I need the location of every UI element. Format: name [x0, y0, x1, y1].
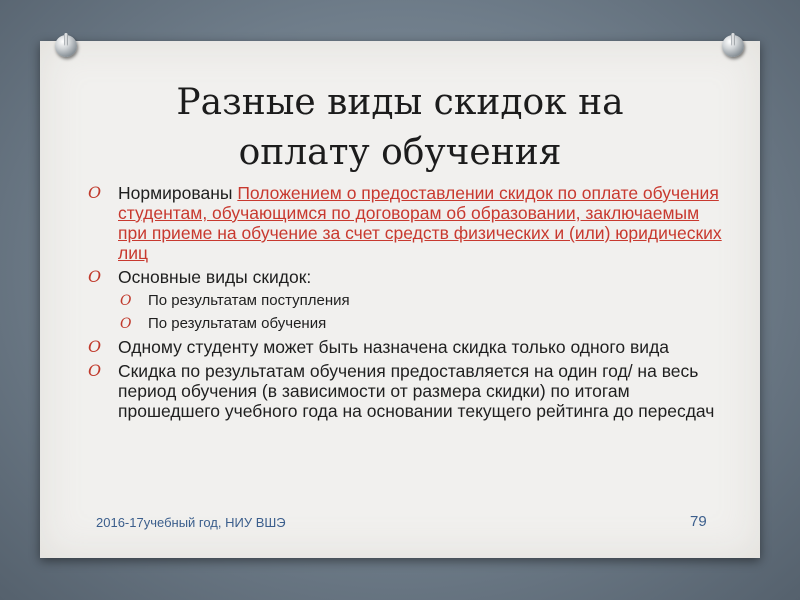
- footer-text: 2016-17учебный год, НИУ ВШЭ: [96, 515, 286, 530]
- pushpin-icon: [722, 35, 744, 57]
- bullet-item-study-discount: [88, 361, 728, 421]
- bullet-item-single-discount: [88, 337, 728, 357]
- sub-bullet-text: По результатам обучения: [148, 315, 327, 332]
- bullet-icon: O: [88, 267, 102, 286]
- slide-title-line-1: Разные виды скидок на: [176, 82, 624, 123]
- slide-content: [88, 183, 728, 425]
- bullet-icon: O: [120, 316, 132, 332]
- bullet-item-discount-types: [88, 267, 728, 287]
- sub-bullet-admission: [88, 291, 728, 311]
- bullet-text: Одному студенту может быть назначена скидка только одного вида: [118, 337, 670, 357]
- bullet-icon: O: [120, 293, 132, 309]
- bullet-text: Нормированы: [118, 183, 238, 203]
- bullet-text: Скидка по результатам обучения предоставляется на один год/ на весь период обучения (в зависимости от размера скидки) по итогам прошедшего учебного года на основании текущего рейтинга до пересдач: [118, 361, 715, 421]
- sub-bullet-text: По результатам поступления: [148, 292, 350, 309]
- pushpin-icon: [55, 35, 77, 57]
- bullet-icon: O: [88, 337, 102, 356]
- page-number: 79: [690, 513, 707, 530]
- bullet-text: Основные виды скидок:: [118, 267, 312, 287]
- bullet-icon: O: [88, 361, 102, 380]
- bullet-item-regulation: [88, 183, 728, 263]
- regulation-link[interactable]: Положением о предоставлении скидок по оплате обучения студентам, обучающимся по договорам об образовании, заключаемым при приеме на обучение за счет средств физических и (или) юридических лиц: [118, 183, 722, 263]
- slide-title: [40, 78, 760, 178]
- slide-title-line-2: оплату обучения: [238, 132, 562, 173]
- sub-bullet-study: [88, 314, 728, 334]
- bullet-icon: O: [88, 183, 102, 202]
